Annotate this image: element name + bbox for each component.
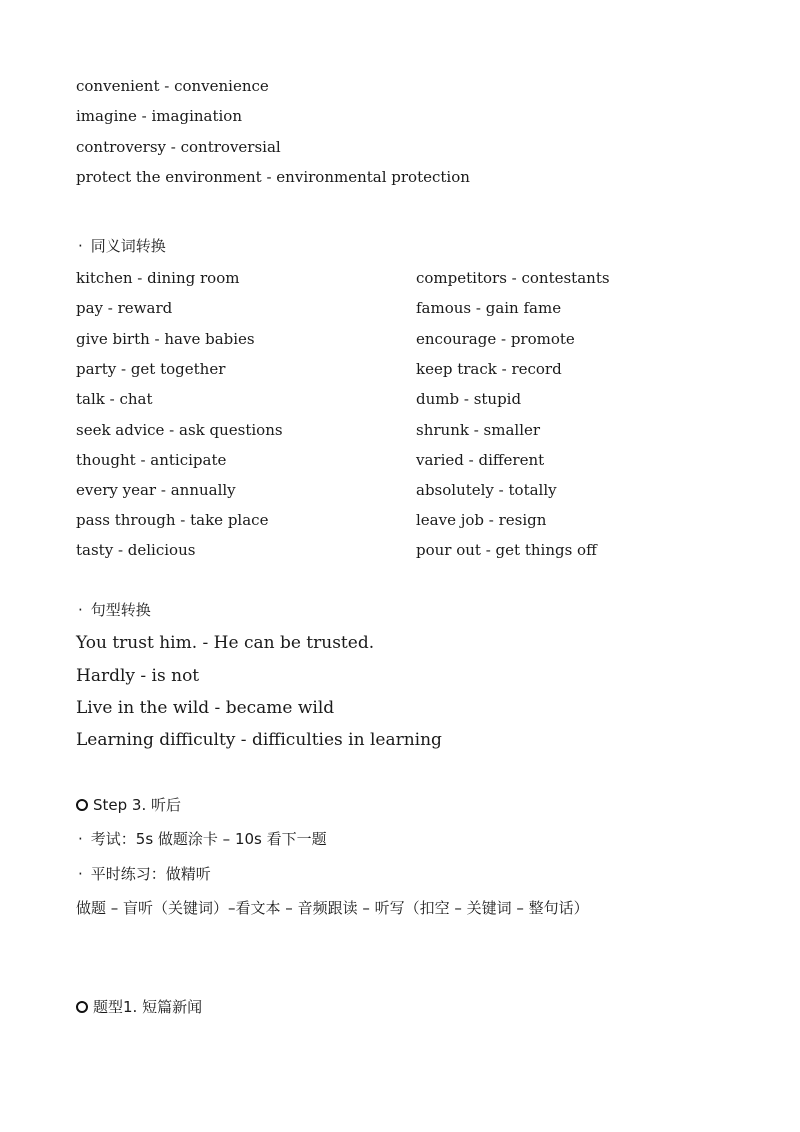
sentence-pattern: You trust him. - He can be trusted.	[76, 633, 375, 653]
intro-pair: imagine - imagination	[76, 107, 242, 125]
step3-title: Step 3. 听后	[93, 796, 182, 814]
step3-exam-text: 考试：5s 做题涂卡 – 10s 看下一题	[90, 830, 327, 848]
sentence-pattern: Hardly - is not	[76, 666, 200, 686]
intro-pair: convenient - convenience	[76, 77, 269, 95]
synonym-left: seek advice - ask questions	[76, 421, 283, 439]
synonym-right: absolutely - totally	[416, 481, 557, 499]
type1-title: 题型1. 短篇新闻	[93, 998, 203, 1016]
synonym-right: pour out - get things off	[416, 541, 597, 559]
synonyms-heading-text: 同义词转换	[90, 237, 166, 255]
sentence-pattern: Live in the wild - became wild	[76, 698, 335, 718]
type1-heading	[76, 996, 202, 1017]
circle-bullet-icon	[76, 1001, 88, 1013]
synonym-right: encourage - promote	[416, 330, 575, 348]
circle-bullet-icon	[76, 799, 88, 811]
bullet-dot: ·	[78, 601, 83, 619]
step3-practice-text: 平时练习：做精听	[90, 865, 211, 883]
synonym-left: party - get together	[76, 360, 226, 378]
step3-practice	[78, 863, 211, 884]
sentence-patterns-heading	[78, 599, 151, 620]
step3-heading	[76, 794, 181, 815]
synonyms-heading	[78, 235, 166, 256]
step3-exam	[78, 828, 327, 849]
bullet-dot: ·	[78, 830, 83, 848]
intro-pair: controversy - controversial	[76, 138, 281, 156]
synonym-left: every year - annually	[76, 481, 236, 499]
intro-pair: protect the environment - environmental protection	[76, 168, 470, 186]
bullet-dot: ·	[78, 865, 83, 883]
synonym-left: talk - chat	[76, 390, 153, 408]
synonym-left: pay - reward	[76, 299, 173, 317]
synonym-left: give birth - have babies	[76, 330, 255, 348]
sentence-pattern: Learning difficulty - difficulties in learning	[76, 730, 442, 750]
step3-process: 做题 – 盲听（关键词）–看文本 – 音频跟读 – 听写（扣空 – 关键词 – 整句话）	[76, 899, 589, 917]
sentence-patterns-heading-text: 句型转换	[90, 601, 151, 619]
synonym-right: dumb - stupid	[416, 390, 522, 408]
synonym-right: competitors - contestants	[416, 269, 610, 287]
synonym-right: famous - gain fame	[416, 299, 562, 317]
synonym-left: tasty - delicious	[76, 541, 196, 559]
synonym-right: shrunk - smaller	[416, 421, 541, 439]
synonym-right: leave job - resign	[416, 511, 547, 529]
synonym-right: varied - different	[416, 451, 545, 469]
synonym-left: pass through - take place	[76, 511, 269, 529]
synonym-left: kitchen - dining room	[76, 269, 240, 287]
synonym-left: thought - anticipate	[76, 451, 227, 469]
synonym-right: keep track - record	[416, 360, 562, 378]
bullet-dot: ·	[78, 237, 83, 255]
